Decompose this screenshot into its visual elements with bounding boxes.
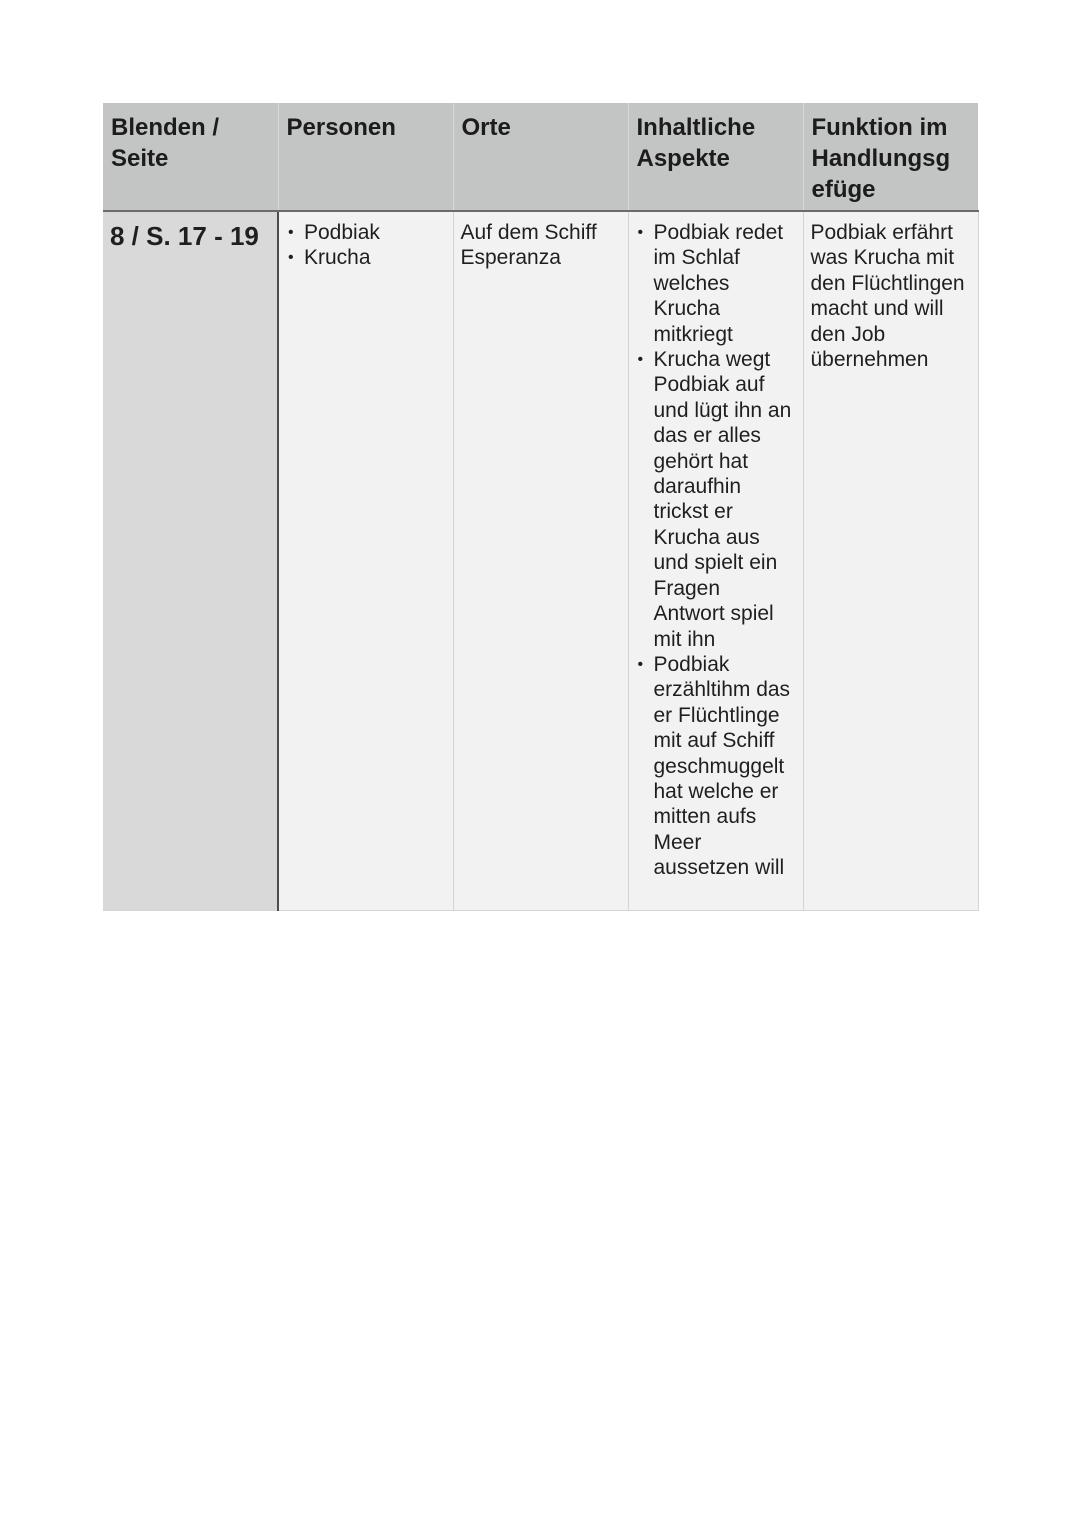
list-item: • Podbiak xyxy=(286,220,446,245)
list-item: • Podbiak redet im Schlaf welches Krucha mitkriegt xyxy=(636,220,796,347)
cell-orte: Auf dem Schiff Esperanza xyxy=(453,211,628,910)
cell-blende: 8 / S. 17 - 19 xyxy=(103,211,278,910)
header-row xyxy=(103,103,978,211)
list-item: • Krucha xyxy=(286,245,446,270)
scene-analysis-table xyxy=(103,103,979,911)
table-body xyxy=(103,211,978,910)
list-item: • Podbiak erzähltihm das er Flüchtlinge mit auf Schiff geschmuggelt hat welche er mitten aufs Meer aussetzen will xyxy=(636,652,796,881)
header-personen: Personen xyxy=(278,103,453,211)
cell-funktion: Podbiak erfährt was Krucha mit den Flüchtlingen macht und will den Job übernehmen xyxy=(803,211,978,910)
inhalt-list xyxy=(636,220,796,881)
header-inhaltliche-aspekte: Inhaltliche Aspekte xyxy=(628,103,803,211)
table-header xyxy=(103,103,978,211)
header-blenden-seite: Blenden / Seite xyxy=(103,103,278,211)
cell-personen xyxy=(278,211,453,910)
cell-inhaltliche-aspekte xyxy=(628,211,803,910)
list-item: • Krucha wegt Podbiak auf und lügt ihn an das er alles gehört hat daraufhin trickst er Krucha aus und spielt ein Fragen Antwort spiel mit ihn xyxy=(636,347,796,652)
table-row xyxy=(103,211,978,910)
header-orte: Orte xyxy=(453,103,628,211)
personen-list xyxy=(286,220,446,271)
header-funktion: Funktion im Handlungsg efüge xyxy=(803,103,978,211)
